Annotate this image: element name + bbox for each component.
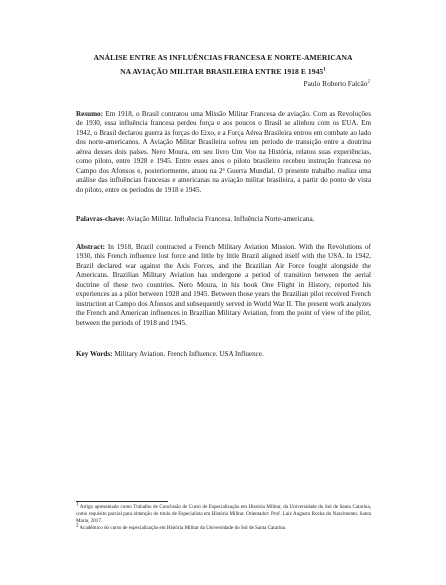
- resumo-text: Em 1918, o Brasil contratou uma Missão Militar Francesa de aviação. Com as Revoluções de 1930, essa influência francesa perdeu força e aos poucos o Brasil se alinhou com os EUA. Em 1942, o Brasil declarou guerra às forças do Eixo, e a Força Aérea Brasileira entrou em combate ao lado dos norte-americanos. A Aviação Militar Brasileira sofreu um período de transição entre a doutrina aérea desses dois países. Nero Moura, em seu livro Um Voo na História, relatou suas experiências, como piloto, entre 1928 e 1945. Entre esses anos o piloto brasileiro recebeu instrução francesa no Campo dos Afonsos e, posteriormente, atuou na 2ª Guerra Mundial. O presente trabalho realiza uma análise das influências francesas e americanas na aviação militar brasileira, a partir do ponto de vista do piloto, entre os períodos de 1918 e 1945.: [76, 110, 371, 194]
- palavras-chave-text: Aviação Militar. Influência Francesa. Influência Norte-americana.: [126, 215, 315, 223]
- author-name: [303, 79, 370, 89]
- resumo-label: Resumo:: [76, 110, 103, 118]
- title-footnote-mark: 1: [323, 67, 326, 73]
- title-line-2: [70, 67, 376, 77]
- keywords-text: Military Aviation. French Influence. USA Influence.: [114, 350, 264, 358]
- footnote-divider: [76, 501, 168, 502]
- footnote-2: [76, 525, 371, 532]
- keywords-label: Key Words:: [76, 350, 113, 358]
- footnote-1: [76, 504, 371, 525]
- author-name-text: Paulo Roberto Falcão: [303, 79, 368, 88]
- palavras-chave-section: [76, 215, 371, 224]
- footnotes: [76, 504, 371, 532]
- footnote-2-text: Acadêmico do curso de especialização em História Militar da Universidade do Sul de Santa Catarina.: [79, 525, 287, 531]
- abstract-text: In 1918, Brazil contracted a French Military Aviation Mission. With the Revolutions of 1930, this French influence lost force and little by little Brazil aligned itself with the USA. In 1942, Brazil declared war against the Axis Forces, and the Brazilian Air Force fought alongside the Americans. Brazilian Military Aviation has undergone a period of transition between the aerial doctrine of these two countries. Nero Moura, in his book One Flight in History, reported his experiences as a pilot between 1928 and 1945. Between those years the Brazilian pilot received French instruction at Campo dos Afonsos and subsequently served in World War II. The present work analyzes the French and American influences in Brazilian Military Aviation, from the point of view of the pilot, between the periods of 1918 and 1945.: [76, 243, 371, 327]
- resumo-section: [76, 110, 371, 195]
- footnote-1-text: Artigo apresentado como Trabalho de Conclusão de Curso de Especialização em História Militar, da Universidade do Sul de Santa Catarina, como requisito parcial para obtenção do título de Especialista em História Militar. Orientador: Prof. Luiz Augusto Rocha do Nascimento. Santa Maria, 2017.: [76, 504, 371, 524]
- palavras-chave-label: Palavras-chave:: [76, 215, 125, 223]
- keywords-section: [76, 350, 371, 359]
- title-line-2-text: NA AVIAÇÃO MILITAR BRASILEIRA ENTRE 1918 E 1945: [120, 67, 324, 76]
- title-line-1: [70, 53, 376, 63]
- abstract-section: [76, 243, 371, 328]
- footnote-2-mark: 2: [76, 523, 79, 529]
- footnote-1-mark: 1: [76, 502, 79, 508]
- title-line-1-text: ANÁLISE ENTRE AS INFLUÊNCIAS FRANCESA E NORTE-AMERICANA: [93, 53, 353, 62]
- abstract-label: Abstract:: [76, 243, 105, 251]
- author-footnote-mark: 2: [367, 79, 370, 85]
